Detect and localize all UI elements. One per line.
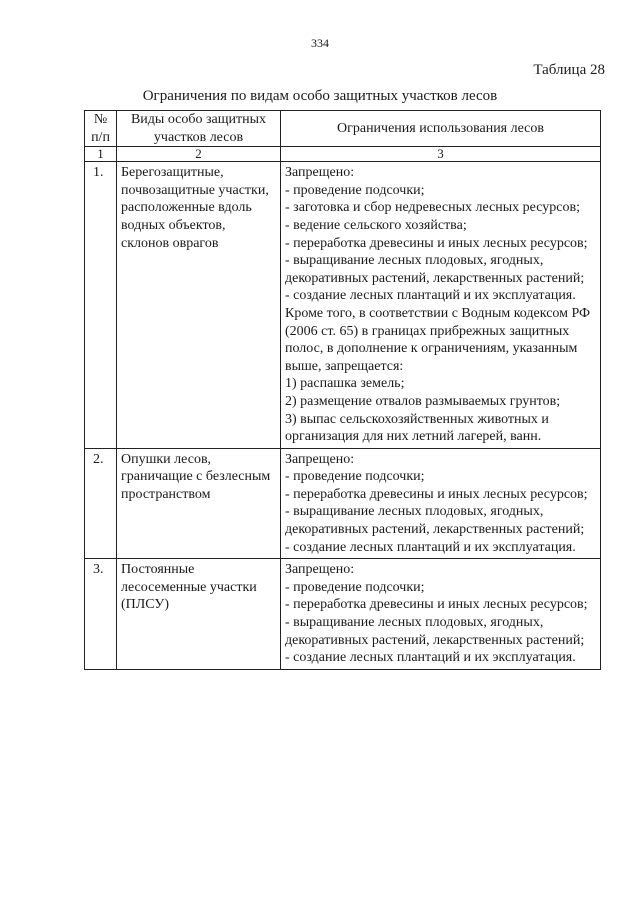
table-label: Таблица 28 xyxy=(533,62,605,78)
restriction-item: - переработка древесины и иных лесных ресурсов; xyxy=(285,486,588,502)
area-type: Опушки лесов, граничащие с безлесным пространством xyxy=(117,448,281,559)
restrictions-cell xyxy=(281,162,601,449)
restriction-item: - переработка древесины и иных лесных ресурсов; xyxy=(285,597,588,613)
column-number: 1 xyxy=(85,147,117,162)
table-row xyxy=(85,559,601,670)
restriction-item: - переработка древесины и иных лесных ресурсов; xyxy=(285,235,588,251)
header-number: № п/п xyxy=(85,111,117,147)
restriction-item: Запрещено: xyxy=(285,165,355,181)
row-number: 2. xyxy=(85,448,117,559)
page-number: 334 xyxy=(311,36,329,50)
restriction-item: 3) выпас сельскохозяйственных животных и организация для них летний лагерей, ванн. xyxy=(285,411,549,445)
row-number: 1. xyxy=(85,162,117,449)
restriction-item: - проведение подсочки; xyxy=(285,182,425,198)
row-number: 3. xyxy=(85,559,117,670)
restriction-item: - проведение подсочки; xyxy=(285,469,425,485)
restriction-item: 1) распашка земель; xyxy=(285,376,405,392)
restriction-item: Запрещено: xyxy=(285,562,355,578)
restriction-item: Кроме того, в соответствии с Водным кодексом РФ (2006 ст. 65) в границах прибрежных защитных полос, в дополнение к ограничениям, указанным выше, запрещается: xyxy=(285,305,591,374)
column-number-row xyxy=(85,147,601,162)
area-type: Постоянные лесосеменные участки (ПЛСУ) xyxy=(117,559,281,670)
restriction-item: Запрещено: xyxy=(285,451,355,467)
column-number: 3 xyxy=(281,147,601,162)
header-restrictions: Ограничения использования лесов xyxy=(281,111,601,147)
restrictions-cell xyxy=(281,559,601,670)
header-area-type: Виды особо защитных участков лесов xyxy=(117,111,281,147)
restriction-item: - создание лесных плантаций и их эксплуатация. xyxy=(285,539,576,555)
restriction-item: - создание лесных плантаций и их эксплуатация. xyxy=(285,650,576,666)
restriction-item: - проведение подсочки; xyxy=(285,579,425,595)
restriction-item: 2) размещение отвалов размываемых грунтов; xyxy=(285,393,561,409)
restriction-item: - выращивание лесных плодовых, ягодных, декоративных растений, лекарственных растений; xyxy=(285,615,585,648)
restrictions-cell xyxy=(281,448,601,559)
area-type: Берегозащитные, почвозащитные участки, расположенные вдоль водных объектов, склонов оврагов xyxy=(117,162,281,449)
table-header-row xyxy=(85,111,601,147)
restriction-item: - ведение сельского хозяйства; xyxy=(285,217,467,233)
restriction-item: - выращивание лесных плодовых, ягодных, декоративных растений, лекарственных растений; xyxy=(285,504,585,538)
table-row xyxy=(85,162,601,449)
restriction-item: - выращивание лесных плодовых, ягодных, декоративных растений, лекарственных растений; xyxy=(285,253,585,286)
column-number: 2 xyxy=(117,147,281,162)
restrictions-table xyxy=(84,110,601,670)
restriction-item: - заготовка и сбор недревесных лесных ресурсов; xyxy=(285,200,580,216)
table-row xyxy=(85,448,601,559)
table-title: Ограничения по видам особо защитных участков лесов xyxy=(142,88,498,104)
restriction-item: - создание лесных плантаций и их эксплуатация. xyxy=(285,288,576,304)
table-body xyxy=(85,162,601,670)
